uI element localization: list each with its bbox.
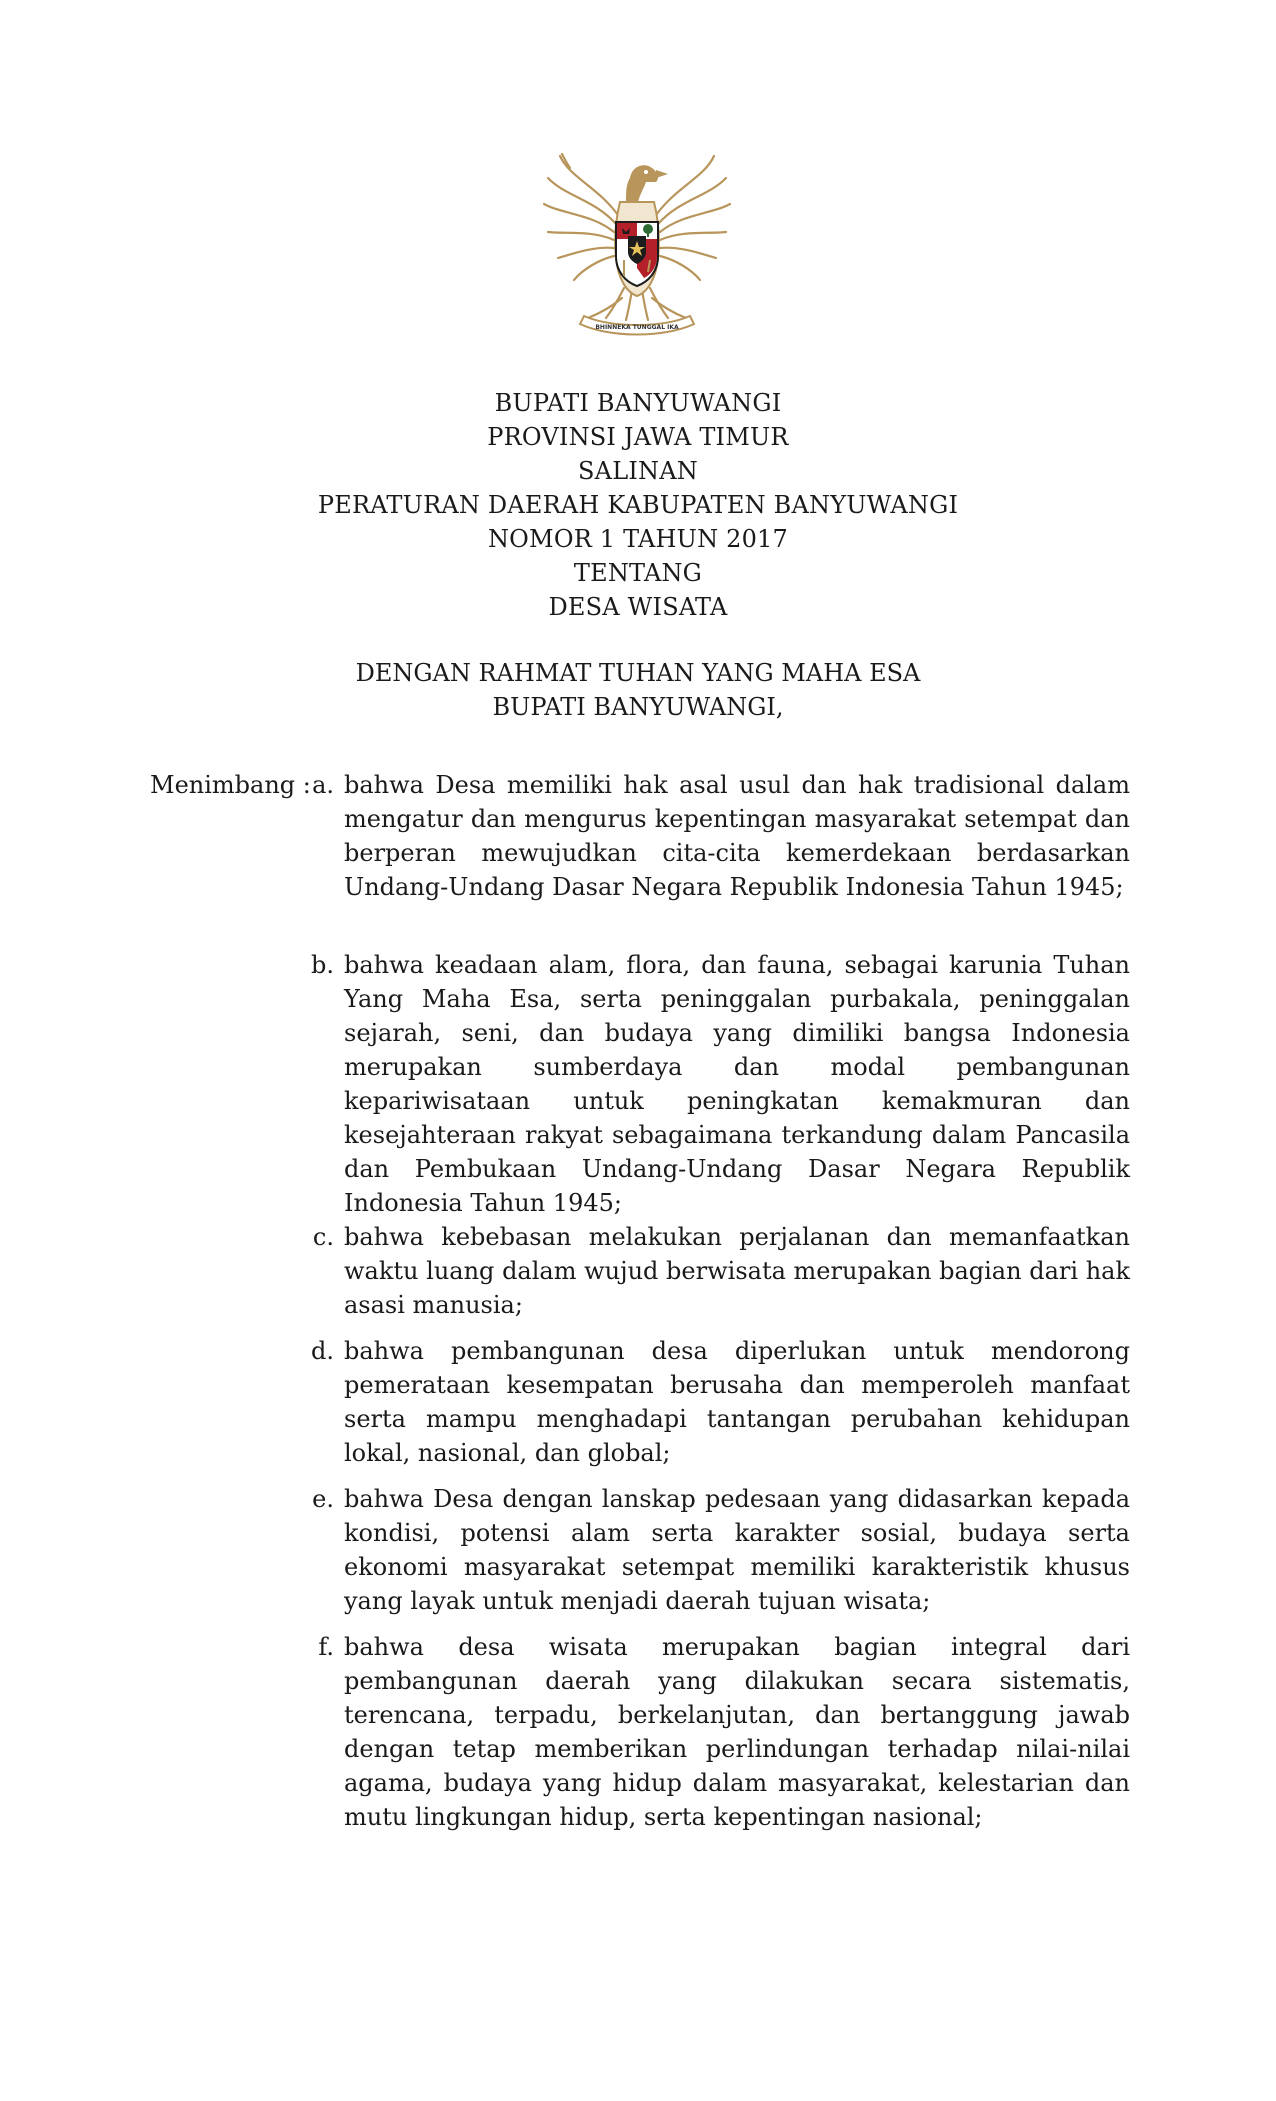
opening-block <box>0 656 1276 724</box>
header-line-number: NOMOR 1 TAHUN 2017 <box>487 525 788 553</box>
header-line-regulation: PERATURAN DAERAH KABUPATEN BANYUWANGI <box>317 491 959 519</box>
header-line-about: TENTANG <box>573 559 703 587</box>
opening-line-blessing: DENGAN RAHMAT TUHAN YANG MAHA ESA <box>355 659 921 687</box>
item-letter: a. <box>312 771 334 799</box>
item-letter: d. <box>311 1337 334 1365</box>
item-text: bahwa pembangunan desa diperlukan untuk mendorong pemerataan kesempatan berusaha dan memperoleh manfaat serta mampu menghadapi tantangan perubahan kehidupan lokal, nasional, dan global; <box>344 1337 1130 1467</box>
emblem-motto: BHINNEKA TUNGGAL IKA <box>595 324 679 331</box>
header-line-subject: DESA WISATA <box>548 593 728 621</box>
item-text: bahwa kebebasan melakukan perjalanan dan memanfaatkan waktu luang dalam wujud berwisata merupakan bagian dari hak asasi manusia; <box>344 1223 1130 1319</box>
considerations-label: Menimbang : <box>150 771 311 799</box>
header-line-province: PROVINSI JAWA TIMUR <box>487 423 789 451</box>
header-line-copy: SALINAN <box>578 457 698 485</box>
item-text: bahwa keadaan alam, flora, dan fauna, sebagai karunia Tuhan Yang Maha Esa, serta peninggalan purbakala, peninggalan sejarah, seni, dan budaya yang dimiliki bangsa Indonesia merupakan sumberdaya dan modal pembangunan kepariwisataan untuk peningkatan kemakmuran dan kesejahteraan rakyat sebagaimana terkandung dalam Pancasila dan Pembukaan Undang-Undang Dasar Negara Republik Indonesia Tahun 1945; <box>344 951 1130 1217</box>
item-letter: b. <box>311 951 334 979</box>
item-letter: e. <box>312 1485 334 1513</box>
garuda-emblem-icon <box>540 148 734 344</box>
item-text: bahwa Desa dengan lanskap pedesaan yang didasarkan kepada kondisi, potensi alam serta karakter sosial, budaya serta ekonomi masyarakat setempat memiliki karakteristik khusus yang layak untuk menjadi daerah tujuan wisata; <box>344 1485 1130 1615</box>
opening-line-regent: BUPATI BANYUWANGI, <box>492 693 784 721</box>
document-header <box>0 386 1276 624</box>
item-text: bahwa desa wisata merupakan bagian integral dari pembangunan daerah yang dilakukan secara sistematis, terencana, terpadu, berkelanjutan, dan bertanggung jawab dengan tetap memberikan perlindungan terhadap nilai-nilai agama, budaya yang hidup dalam masyarakat, kelestarian dan mutu lingkungan hidup, serta kepentingan nasional; <box>344 1633 1130 1831</box>
item-letter: f. <box>318 1633 334 1661</box>
header-line-regent: BUPATI BANYUWANGI <box>494 389 782 417</box>
item-letter: c. <box>312 1223 334 1251</box>
item-text: bahwa Desa memiliki hak asal usul dan hak tradisional dalam mengatur dan mengurus kepentingan masyarakat setempat dan berperan mewujudkan cita-cita kemerdekaan berdasarkan Undang-Undang Dasar Negara Republik Indonesia Tahun 1945; <box>344 771 1130 901</box>
